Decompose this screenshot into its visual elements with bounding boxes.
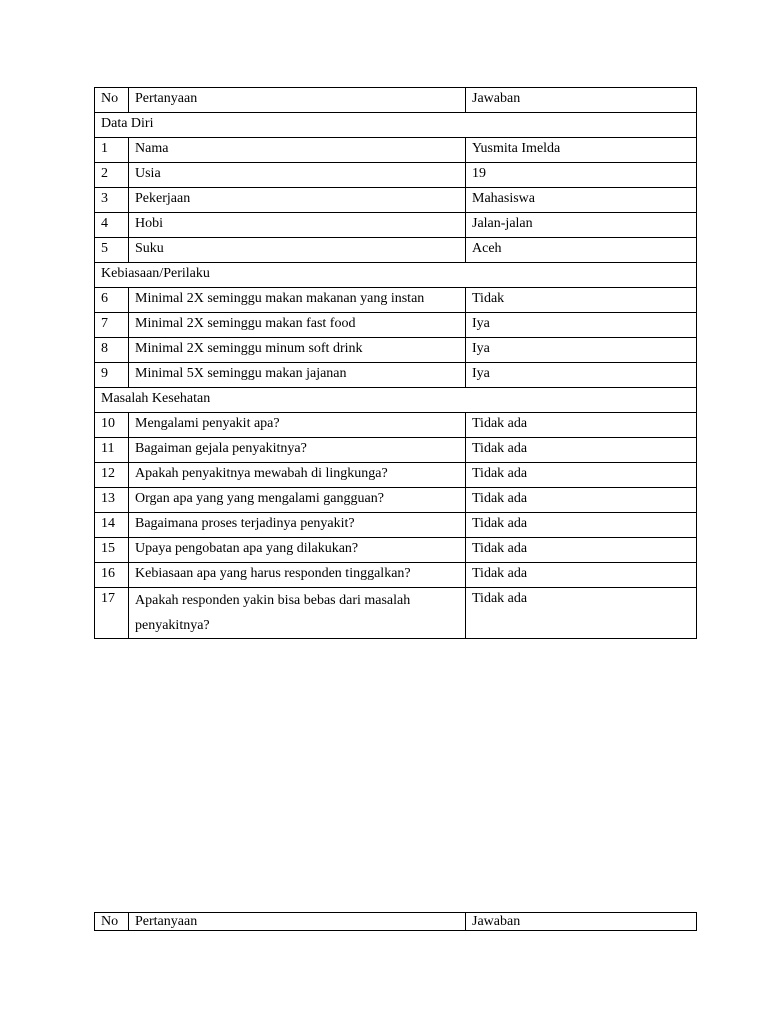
table-row	[95, 413, 697, 438]
row-no: 11	[95, 438, 129, 463]
row-question: Upaya pengobatan apa yang dilakukan?	[129, 538, 466, 563]
row-no: 13	[95, 488, 129, 513]
row-no: 2	[95, 163, 129, 188]
table-row	[95, 288, 697, 313]
row-question: Apakah responden yakin bisa bebas dari masalah penyakitnya?	[129, 588, 466, 639]
row-no: 6	[95, 288, 129, 313]
table-row	[95, 513, 697, 538]
row-answer: Tidak	[466, 288, 697, 313]
section-title-kebiasaan: Kebiasaan/Perilaku	[95, 263, 697, 288]
row-no: 15	[95, 538, 129, 563]
header-answer: Jawaban	[466, 913, 697, 931]
row-answer: Tidak ada	[466, 438, 697, 463]
row-question: Hobi	[129, 213, 466, 238]
table-row	[95, 463, 697, 488]
row-question: Bagaiman gejala penyakitnya?	[129, 438, 466, 463]
header-row	[95, 88, 697, 113]
header-question: Pertanyaan	[129, 913, 466, 931]
row-question: Minimal 2X seminggu makan fast food	[129, 313, 466, 338]
row-no: 4	[95, 213, 129, 238]
row-no: 8	[95, 338, 129, 363]
table-row	[95, 538, 697, 563]
row-answer: Tidak ada	[466, 588, 697, 639]
table-row	[95, 588, 697, 639]
row-answer: Tidak ada	[466, 538, 697, 563]
row-answer: Tidak ada	[466, 488, 697, 513]
row-question: Nama	[129, 138, 466, 163]
section-row	[95, 263, 697, 288]
row-answer: Tidak ada	[466, 513, 697, 538]
row-answer: Tidak ada	[466, 463, 697, 488]
table-row	[95, 363, 697, 388]
table-row	[95, 188, 697, 213]
section-title-data-diri: Data Diri	[95, 113, 697, 138]
row-answer: Tidak ada	[466, 413, 697, 438]
header-no: No	[95, 913, 129, 931]
continued-body	[95, 913, 697, 931]
section-title-masalah-kesehatan: Masalah Kesehatan	[95, 388, 697, 413]
continued-table	[94, 912, 697, 931]
row-answer: Tidak ada	[466, 563, 697, 588]
row-question: Pekerjaan	[129, 188, 466, 213]
row-no: 9	[95, 363, 129, 388]
row-no: 12	[95, 463, 129, 488]
row-question: Minimal 2X seminggu makan makanan yang instan	[129, 288, 466, 313]
row-question: Organ apa yang yang mengalami gangguan?	[129, 488, 466, 513]
row-answer: Iya	[466, 338, 697, 363]
header-row	[95, 913, 697, 931]
table-row	[95, 438, 697, 463]
row-answer: Yusmita Imelda	[466, 138, 697, 163]
questionnaire-table	[94, 87, 697, 639]
header-no: No	[95, 88, 129, 113]
row-no: 14	[95, 513, 129, 538]
row-no: 17	[95, 588, 129, 639]
row-no: 1	[95, 138, 129, 163]
row-question: Mengalami penyakit apa?	[129, 413, 466, 438]
table-row	[95, 563, 697, 588]
row-question: Suku	[129, 238, 466, 263]
table-row	[95, 313, 697, 338]
section-row	[95, 388, 697, 413]
table-row	[95, 238, 697, 263]
table-row	[95, 213, 697, 238]
table-row	[95, 163, 697, 188]
row-no: 5	[95, 238, 129, 263]
row-no: 3	[95, 188, 129, 213]
header-answer: Jawaban	[466, 88, 697, 113]
table-row	[95, 488, 697, 513]
row-answer: Mahasiswa	[466, 188, 697, 213]
row-answer: Aceh	[466, 238, 697, 263]
row-no: 7	[95, 313, 129, 338]
row-no: 10	[95, 413, 129, 438]
table-row	[95, 338, 697, 363]
row-question: Kebiasaan apa yang harus responden tinggalkan?	[129, 563, 466, 588]
row-question: Bagaimana proses terjadinya penyakit?	[129, 513, 466, 538]
row-question: Apakah penyakitnya mewabah di lingkunga?	[129, 463, 466, 488]
row-question: Usia	[129, 163, 466, 188]
header-question: Pertanyaan	[129, 88, 466, 113]
table-row	[95, 138, 697, 163]
row-answer: 19	[466, 163, 697, 188]
row-question: Minimal 5X seminggu makan jajanan	[129, 363, 466, 388]
row-answer: Iya	[466, 363, 697, 388]
row-no: 16	[95, 563, 129, 588]
row-answer: Jalan-jalan	[466, 213, 697, 238]
section-row	[95, 113, 697, 138]
row-answer: Iya	[466, 313, 697, 338]
row-question: Minimal 2X seminggu minum soft drink	[129, 338, 466, 363]
questionnaire-body	[95, 88, 697, 639]
